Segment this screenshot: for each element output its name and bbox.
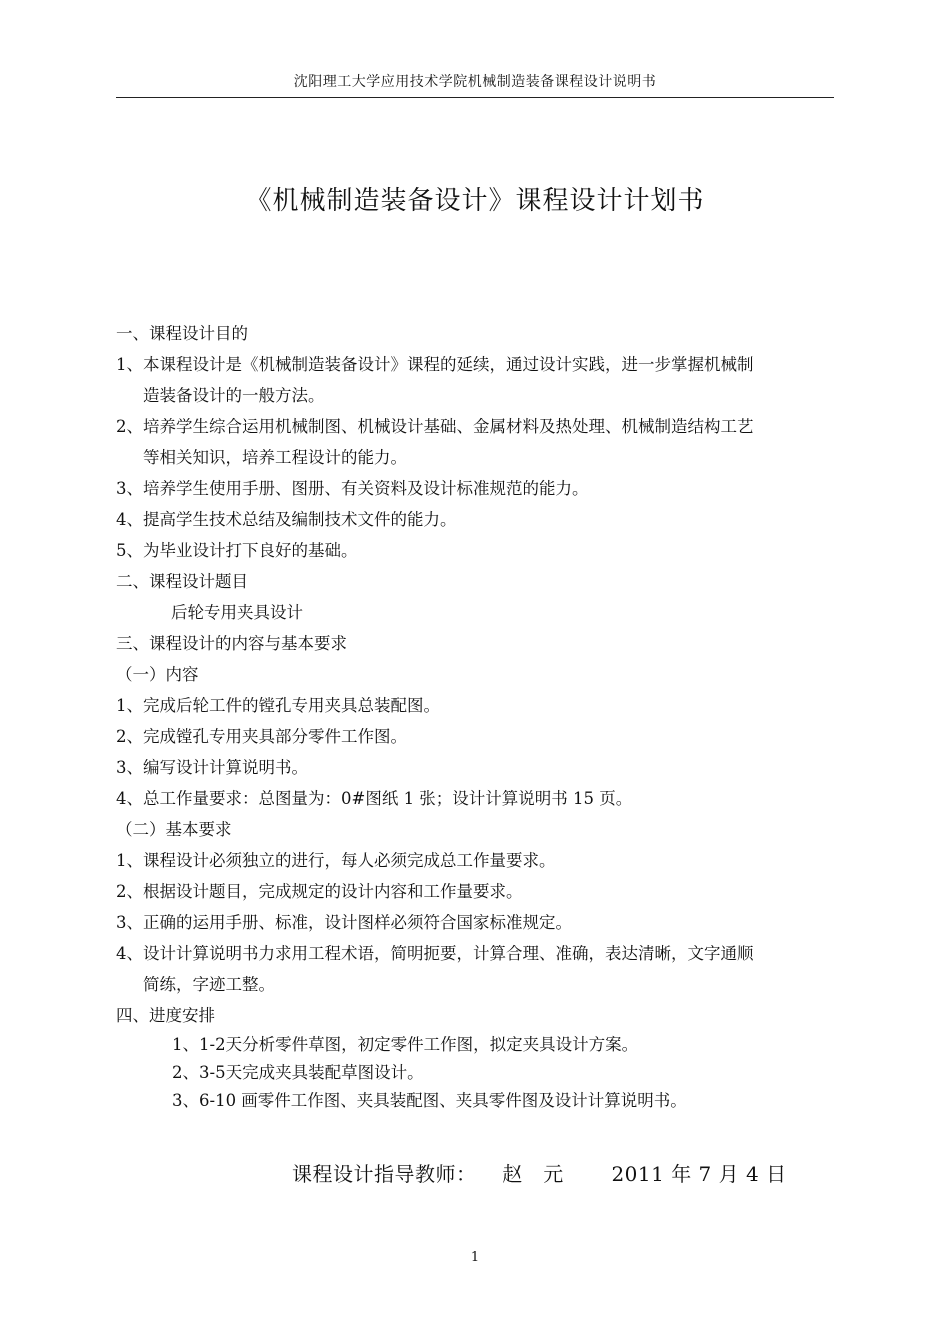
schedule-item-1: 1、1-2天分析零件草图，初定零件工作图，拟定夹具设计方案。 xyxy=(172,1035,639,1054)
content-item-1: 1、完成后轮工件的镗孔专用夹具总装配图。 xyxy=(116,696,440,715)
section-heading-purpose: 一、课程设计目的 xyxy=(116,324,248,343)
instructor-name: 赵 元 xyxy=(502,1162,564,1186)
schedule-item-2: 2、3-5天完成夹具装配草图设计。 xyxy=(172,1063,424,1082)
signature-date: 2011 年 7 月 4 日 xyxy=(611,1162,787,1186)
schedule-item-3: 3、6-10 画零件工作图、夹具装配图、夹具零件图及设计计算说明书。 xyxy=(172,1091,687,1110)
signature-line xyxy=(292,1158,787,1187)
section-heading-schedule: 四、进度安排 xyxy=(116,1006,215,1025)
subsection-heading-content: （一）内容 xyxy=(116,665,199,684)
document-title: 《机械制造装备设计》课程设计计划书 xyxy=(245,186,705,216)
purpose-item-4: 4、提高学生技术总结及编制技术文件的能力。 xyxy=(116,510,457,529)
requirement-item-2: 2、根据设计题目，完成规定的设计内容和工作量要求。 xyxy=(116,882,523,901)
page-header: 沈阳理工大学应用技术学院机械制造装备课程设计说明书 xyxy=(293,74,657,90)
requirement-item-1: 1、课程设计必须独立的进行，每人必须完成总工作量要求。 xyxy=(116,851,556,870)
purpose-item-1: 1、本课程设计是《机械制造装备设计》课程的延续，通过设计实践，进一步掌握机械制 xyxy=(116,355,754,374)
purpose-item-5: 5、为毕业设计打下良好的基础。 xyxy=(116,541,358,560)
document-body xyxy=(116,318,856,1115)
purpose-item-2-cont: 等相关知识，培养工程设计的能力。 xyxy=(143,448,407,467)
content-item-2: 2、完成镗孔专用夹具部分零件工作图。 xyxy=(116,727,407,746)
requirement-item-4-cont: 简练，字迹工整。 xyxy=(143,975,275,994)
design-topic: 后轮专用夹具设计 xyxy=(171,603,303,622)
content-item-3: 3、编写设计计算说明书。 xyxy=(116,758,308,777)
requirement-item-4: 4、设计计算说明书力求用工程术语，简明扼要，计算合理、准确，表达清晰，文字通顺 xyxy=(116,944,754,963)
requirement-item-3: 3、正确的运用手册、标准，设计图样必须符合国家标准规定。 xyxy=(116,913,572,932)
instructor-label: 课程设计指导教师： xyxy=(292,1162,477,1186)
subsection-heading-requirements: （二）基本要求 xyxy=(116,820,232,839)
purpose-item-1-cont: 造装备设计的一般方法。 xyxy=(143,386,325,405)
purpose-item-3: 3、培养学生使用手册、图册、有关资料及设计标准规范的能力。 xyxy=(116,479,589,498)
page-number: 1 xyxy=(470,1250,480,1265)
content-item-4: 4、总工作量要求：总图量为：0#图纸 1 张；设计计算说明书 15 页。 xyxy=(116,789,633,808)
purpose-item-2: 2、培养学生综合运用机械制图、机械设计基础、金属材料及热处理、机械制造结构工艺 xyxy=(116,417,754,436)
header-divider xyxy=(116,97,834,98)
section-heading-topic: 二、课程设计题目 xyxy=(116,572,248,591)
section-heading-content: 三、课程设计的内容与基本要求 xyxy=(116,634,347,653)
